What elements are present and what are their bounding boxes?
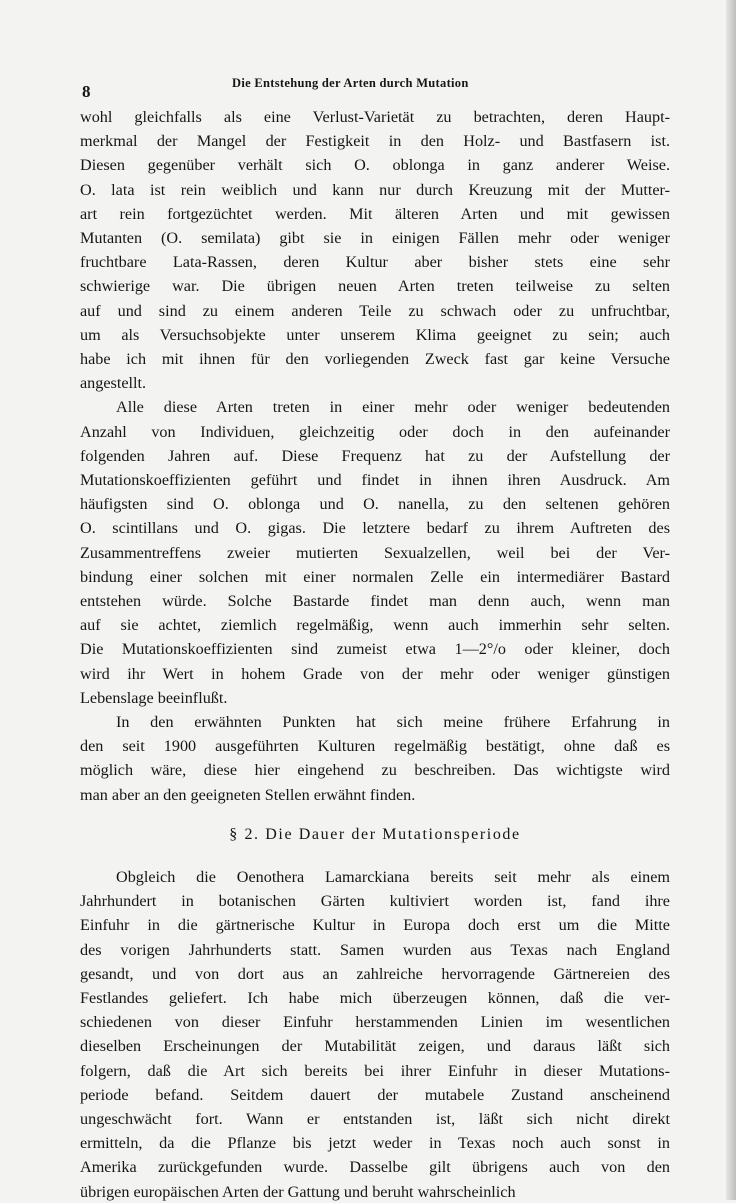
text-line: schiedenen von dieser Einfuhr herstammenden Linien im wesentlichen — [80, 1013, 670, 1032]
text-line: Diesen gegenüber verhält sich O. oblonga in ganz anderer Weise. — [80, 156, 670, 175]
text-line: wird ihr Wert in hohem Grade von der mehr oder weniger günstigen — [80, 664, 670, 683]
text-line: gesandt, und von dort aus an zahlreiche hervorragende Gärtnereien des — [80, 964, 670, 983]
text-line: O. scintillans und O. gigas. Die letztere bedarf zu ihrem Auftreten des — [80, 519, 670, 538]
text-line: Festlandes geliefert. Ich habe mich überzeugen können, daß die ver- — [80, 989, 670, 1007]
text-line: Mutanten (O. semilata) gibt sie in einigen Fällen mehr oder weniger — [80, 229, 670, 247]
text-line: entstehen würde. Solche Bastarde findet man denn auch, wenn man — [80, 592, 670, 610]
text-line: bindung einer solchen mit einer normalen Zelle ein intermediärer Bastard — [80, 567, 670, 586]
text-line: periode befand. Seitdem dauert der mutabele Zustand anscheinend — [80, 1085, 670, 1104]
text-line: Zusammentreffens zweier mutierten Sexualzellen, weil bei der Ver- — [80, 543, 670, 562]
text-line: Mutationskoeffizienten geführt und findet in ihnen ihren Ausdruck. Am — [80, 471, 670, 489]
text-line: Anzahl von Individuen, gleichzeitig oder doch in den aufeinander — [80, 422, 670, 441]
text-line: dieselben Erscheinungen der Mutabilität zeigen, und daraus läßt sich — [80, 1037, 670, 1056]
page-edge-shadow — [726, 0, 736, 1200]
text-line: folgenden Jahren auf. Diese Frequenz hat zu der Aufstellung der — [80, 446, 670, 465]
text-line: des vorigen Jahrhunderts statt. Samen wurden aus Texas nach England — [80, 940, 670, 959]
text-line: In den erwähnten Punkten hat sich meine frühere Erfahrung in — [116, 713, 670, 731]
text-line: Alle diese Arten treten in einer mehr oder weniger bedeutenden — [116, 398, 670, 417]
text-line: O. lata ist rein weiblich und kann nur durch Kreuzung mit der Mutter- — [80, 180, 670, 199]
text-line: um als Versuchsobjekte unter unserem Klima geeignet zu sein; auch — [80, 325, 670, 344]
text-line: schwierige war. Die übrigen neuen Arten treten teilweise zu selten — [80, 277, 670, 296]
text-line: merkmal der Mangel der Festigkeit in den Holz- und Bastfasern ist. — [80, 132, 670, 151]
text-line: übrigen europäischen Arten der Gattung und beruht wahrscheinlich — [80, 1182, 516, 1201]
text-line: Amerika zurückgefunden wurde. Dasselbe gilt übrigens auch von den — [80, 1158, 670, 1177]
text-line: Einfuhr in die gärtnerische Kultur in Europa doch erst um die Mitte — [80, 916, 670, 935]
page-number: 8 — [82, 82, 91, 101]
text-line: habe ich mit ihnen für den vorliegenden Zweck fast gar keine Versuche — [80, 350, 670, 368]
running-title: Die Entstehung der Arten durch Mutation — [232, 76, 469, 90]
page-header — [82, 74, 672, 101]
text-line: Die Mutationskoeffizienten sind zumeist etwa 1—2°/o oder kleiner, doch — [80, 640, 670, 659]
text-line: wohl gleichfalls als eine Verlust-Varietät zu betrachten, deren Haupt- — [80, 108, 670, 126]
text-line: möglich wäre, diese hier eingehend zu beschreiben. Das wichtigste wird — [80, 761, 670, 780]
text-line: auf sie achtet, ziemlich regelmäßig, wenn auch immerhin sehr selten. — [80, 616, 670, 635]
text-line: Obgleich die Oenothera Lamarckiana bereits seit mehr als einem — [116, 868, 670, 886]
text-line: Lebenslage beeinflußt. — [80, 688, 228, 707]
text-line: ungeschwächt fort. Wann er entstanden ist, läßt sich nicht direkt — [80, 1110, 670, 1128]
text-line: angestellt. — [80, 374, 147, 393]
text-line: man aber an den geeigneten Stellen erwähnt finden. — [80, 785, 416, 804]
text-line: ermitteln, da die Pflanze bis jetzt weder in Texas noch auch sonst in — [80, 1134, 670, 1153]
text-line: den seit 1900 ausgeführten Kulturen regelmäßig bestätigt, ohne daß es — [80, 737, 670, 756]
text-line: Jahrhundert in botanischen Gärten kultiviert worden ist, fand ihre — [80, 892, 670, 911]
section-heading: § 2. Die Dauer der Mutationsperiode — [229, 825, 521, 843]
text-line: folgern, daß die Art sich bereits bei ihrer Einfuhr in dieser Mutations- — [80, 1061, 670, 1080]
text-line: häufigsten sind O. oblonga und O. nanella, zu den seltenen gehören — [80, 495, 670, 514]
text-line: fruchtbare Lata-Rassen, deren Kultur aber bisher stets eine sehr — [80, 253, 670, 272]
text-line: art rein fortgezüchtet werden. Mit älteren Arten und mit gewissen — [80, 204, 670, 223]
text-line: auf und sind zu einem anderen Teile zu schwach oder zu unfruchtbar, — [80, 301, 670, 320]
